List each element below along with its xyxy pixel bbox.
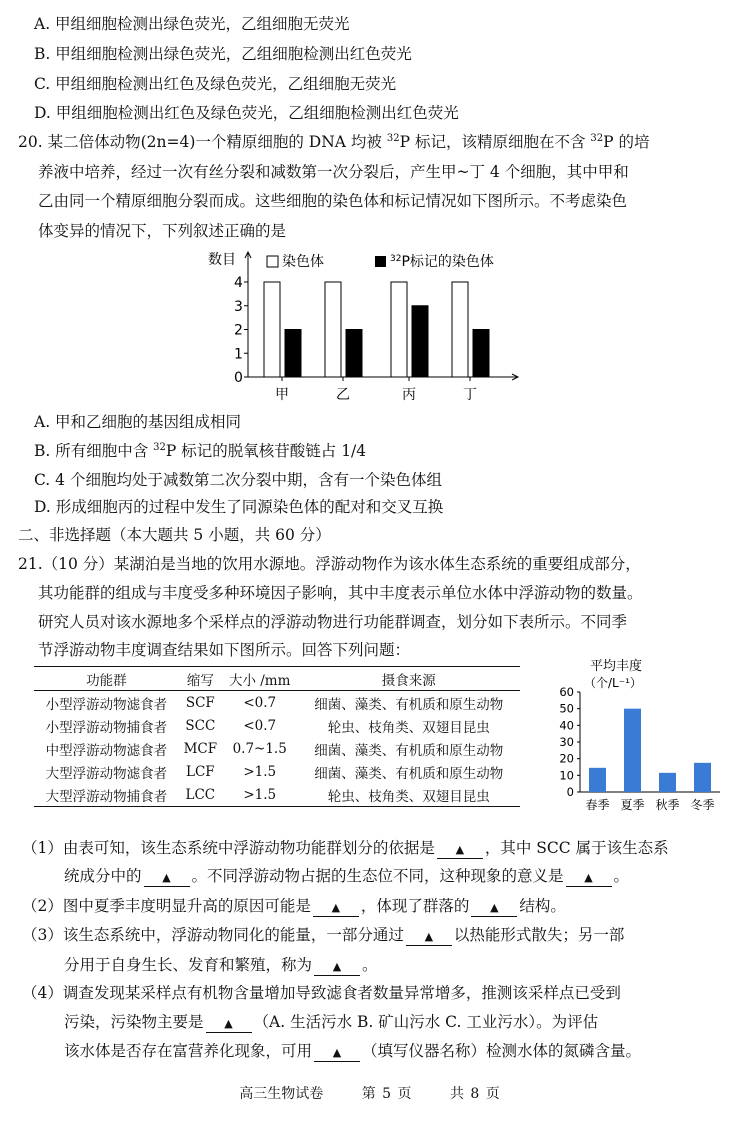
- q19-option-b: B. 甲组细胞检测出绿色荧光，乙组细胞检测出红色荧光: [34, 45, 412, 63]
- q21-stem-line-1: 21.（10 分）某湖泊是当地的饮用水源地。浮游动物作为该水体生态系统的重要组成部分，: [18, 555, 641, 573]
- q21-part-1-line-2: 统成分中的 ▲ 。不同浮游动物占据的生态位不同，这种现象的意义是 ▲ 。: [64, 867, 630, 885]
- chart1-x-tick-label: 乙: [336, 387, 350, 403]
- chart1-x-tick-label: 丙: [402, 387, 416, 403]
- chart2-x-tick-label: 夏季: [620, 798, 645, 812]
- answer-blank[interactable]: ▲: [206, 1014, 252, 1033]
- q20-option-c: C. 4 个细胞均处于减数第二次分裂中期，含有一个染色体组: [34, 471, 442, 489]
- table-row: 大型浮游动物滤食者 LCF >1.5 细菌、藻类、有机质和原生动物: [45, 763, 504, 782]
- answer-blank[interactable]: ▲: [471, 898, 517, 917]
- chart2-bar: [589, 768, 606, 792]
- chart1-bar: [412, 306, 428, 377]
- q19-option-c: C. 甲组细胞检测出红色及绿色荧光，乙组细胞无荧光: [34, 75, 397, 93]
- footer-total-pages: 共 8 页: [449, 1086, 500, 1102]
- answer-blank[interactable]: ▲: [406, 927, 452, 946]
- table-row: 小型浮游动物捕食者 SCC <0.7 轮虫、枝角类、双翅目昆虫: [45, 717, 490, 736]
- answer-blank[interactable]: ▲: [313, 898, 359, 917]
- chart1-bar: [325, 282, 341, 377]
- chart2-y-tick-label: 60: [559, 685, 574, 699]
- q21-stem-line-3: 研究人员对该水源地多个采样点的浮游动物进行功能群调查，划分如下表所示。不同季: [38, 613, 628, 631]
- q20-stem-line-4: 体变异的情况下，下列叙述正确的是: [38, 222, 287, 240]
- q21-part-2: （2）图中夏季丰度明显升高的原因可能是 ▲ ，体现了群落的 ▲ 结构。: [22, 897, 566, 915]
- legend-label-chromosome: 染色体: [282, 254, 324, 270]
- q20-stem-line-1: 20. 某二倍体动物(2n=4)一个精原细胞的 DNA 均被 $^{32}$P 标记，该精原细胞在不含 $^{32}$P 的培: [18, 132, 650, 151]
- chart2-bar: [659, 773, 676, 792]
- q21-stem-line-4: 节浮游动物丰度调查结果如下图所示。回答下列问题：: [38, 641, 411, 659]
- table-header-row: [34, 667, 520, 691]
- table-row: 大型浮游动物捕食者 LCC >1.5 轮虫、枝角类、双翅目昆虫: [34, 783, 520, 807]
- footer-page-number: 第 5 页: [361, 1086, 412, 1102]
- chart2-y-tick-label: 20: [559, 751, 574, 766]
- page-footer: [0, 1083, 739, 1103]
- q21-part-4-line-2: 污染，污染物主要是 ▲ （A. 生活污水 B. 矿山污水 C. 工业污水）。为评估: [64, 1013, 599, 1031]
- chart1-bar: [473, 330, 489, 378]
- answer-blank[interactable]: ▲: [566, 868, 612, 887]
- chart2-x-tick-label: 秋季: [655, 798, 680, 812]
- chart1-ylabel: 数目: [208, 252, 236, 268]
- legend-swatch-labeled: [375, 256, 386, 267]
- chart2-y-tick-label: 50: [559, 701, 574, 716]
- chart2-y-tick-label: 10: [559, 768, 574, 783]
- chart2-y-tick-label: 0: [566, 785, 574, 799]
- chart2-x-tick-label: 春季: [585, 798, 610, 812]
- footer-subject: 高三生物试卷: [239, 1086, 324, 1102]
- section-2-heading: 二、非选择题（本大题共 5 小题，共 60 分）: [18, 526, 331, 544]
- chart1-bar: [285, 330, 301, 378]
- chart2-y-tick-label: 30: [559, 735, 574, 749]
- q21-part-1-line-1: （1）由表可知，该生态系统中浮游动物功能群划分的依据是 ▲ ，其中 SCC 属于该生态系: [22, 839, 669, 857]
- q20-option-b: B. 所有细胞中含 $^{32}$P 标记的脱氧核苷酸链占 1/4: [34, 441, 367, 460]
- table-row: 小型浮游动物滤食者 SCF <0.7 细菌、藻类、有机质和原生动物: [45, 694, 504, 713]
- q20-stem-line-3: 乙由同一个精原细胞分裂而成。这些细胞的染色体和标记情况如下图所示。不考虑染色: [38, 192, 628, 210]
- legend-swatch-chromosome: [267, 256, 278, 267]
- table-row: 中型浮游动物滤食者 MCF 0.7~1.5 细菌、藻类、有机质和原生动物: [45, 740, 504, 759]
- chart1-bar: [264, 282, 280, 377]
- chart1-y-tick-label: 1: [234, 346, 243, 363]
- legend-label-labeled: $^{32}$P标记的染色体: [390, 254, 494, 270]
- chart2-bar: [694, 763, 711, 792]
- q20-option-d: D. 形成细胞丙的过程中发生了同源染色体的配对和交叉互换: [34, 498, 444, 516]
- chart1-y-tick-label: 0: [234, 370, 243, 386]
- chart1-x-tick-label: 甲: [275, 387, 289, 403]
- answer-blank[interactable]: ▲: [437, 840, 483, 859]
- q21-part-4-line-3: 该水体是否存在富营养化现象，可用 ▲ （填写仪器名称）检测水体的氮磷含量。: [64, 1042, 642, 1060]
- chart2-unit: （个/L⁻¹）: [584, 676, 642, 690]
- q21-part-4-line-1: （4）调查发现某采样点有机物含量增加导致滤食者数量异常增多，推测该采样点已受到: [22, 984, 621, 1002]
- chart1-y-tick-label: 4: [234, 275, 243, 291]
- q21-part-3-line-2: 分用于自身生长、发育和繁殖，称为 ▲ 。: [64, 956, 378, 974]
- chart1-bar: [452, 282, 468, 377]
- q19-option-a: A. 甲组细胞检测出绿色荧光，乙组细胞无荧光: [34, 15, 350, 33]
- q21-stem-line-2: 其功能群的组成与丰度受多种环境因子影响，其中丰度表示单位水体中浮游动物的数量。: [38, 584, 643, 602]
- answer-blank[interactable]: ▲: [314, 957, 360, 976]
- chart1-x-tick-label: 丁: [463, 387, 477, 403]
- q20-stem-line-2: 养液中培养，经过一次有丝分裂和减数第一次分裂后，产生甲~丁 4 个细胞，其中甲和: [38, 163, 629, 181]
- chart1-legend: [267, 253, 494, 270]
- col-header-group: 功能群: [86, 672, 127, 689]
- q19-option-d: D. 甲组细胞检测出红色及绿色荧光，乙组细胞检测出红色荧光: [34, 104, 459, 122]
- q21-part-3-line-1: （3）该生态系统中，浮游动物同化的能量，一部分通过 ▲ 以热能形式散失；另一部: [22, 926, 625, 944]
- chart1-bar: [391, 282, 407, 377]
- col-header-abbr: 缩写: [186, 672, 214, 689]
- chart1-y-tick-label: 3: [234, 298, 243, 315]
- seasonal-abundance-chart: [540, 655, 730, 820]
- q20-option-a: A. 甲和乙细胞的基因组成相同: [34, 413, 242, 431]
- chart2-y-tick-label: 40: [559, 718, 574, 733]
- functional-group-table: [34, 666, 520, 807]
- col-header-food: 摄食来源: [381, 672, 436, 689]
- answer-blank[interactable]: ▲: [144, 868, 190, 887]
- q20-number: 20.: [18, 133, 43, 151]
- col-header-size: 大小 /mm: [228, 672, 291, 689]
- chart2-title: 平均丰度: [590, 659, 643, 674]
- chart1-bar: [346, 330, 362, 378]
- chart2-bar: [624, 709, 641, 792]
- chart1-y-tick-label: 2: [234, 322, 243, 339]
- chart2-x-tick-label: 冬季: [690, 798, 715, 812]
- answer-blank[interactable]: ▲: [314, 1043, 360, 1062]
- chromosome-bar-chart: [200, 244, 530, 404]
